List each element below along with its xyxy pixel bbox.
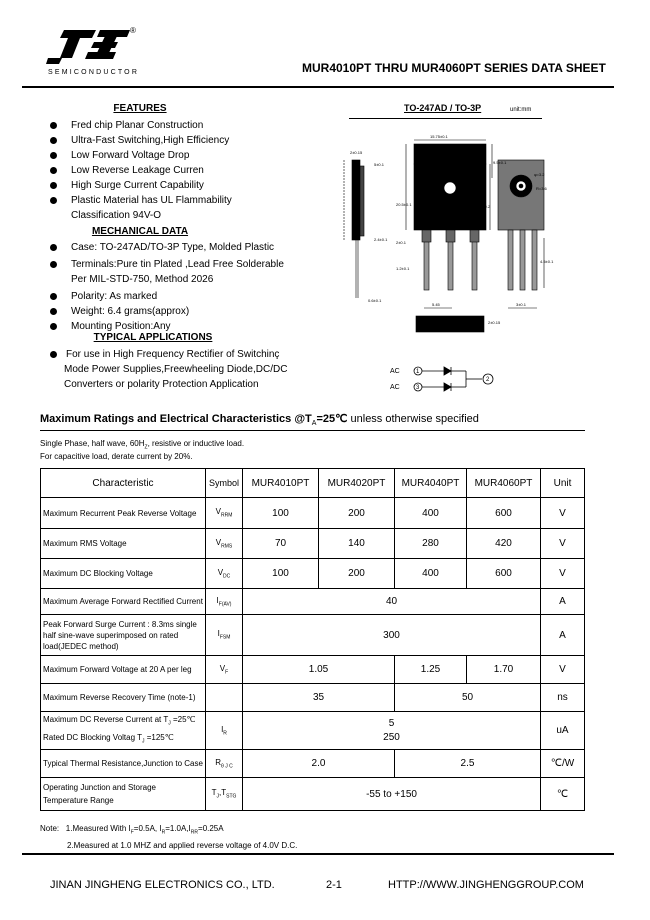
column-header: MUR4010PT <box>243 469 319 498</box>
list-item: For use in High Frequency Rectifier of Switchinç <box>50 347 310 362</box>
table-row <box>41 750 585 778</box>
applications-heading: TYPICAL APPLICATIONS <box>93 332 213 343</box>
dim-label: 3±0.1 <box>516 302 526 307</box>
unit-cell: ℃ <box>541 778 585 811</box>
applications-list <box>50 347 310 392</box>
logo-subtitle: SEMICONDUCTOR <box>48 69 140 76</box>
symbol-cell <box>206 684 243 712</box>
table-row <box>41 656 585 684</box>
dim-label: 1.2±0.1 <box>396 266 410 271</box>
note-line-2: 2.Measured at 1.0 MHZ and applied reverse voltage of 4.0V D.C. <box>67 841 298 850</box>
footer-company: JINAN JINGHENG ELECTRONICS CO., LTD. <box>50 879 275 891</box>
characteristic-cell: Maximum Reverse Recovery Time (note-1) <box>41 684 206 712</box>
value-cell: 140 <box>319 529 395 559</box>
table-row <box>41 684 585 712</box>
bullet-icon <box>50 244 57 251</box>
ratings-title: Maximum Ratings and Electrical Characteristics $@T_A=25℃$ unless otherwise specified <box>40 413 479 428</box>
value-cell: 200 <box>319 559 395 589</box>
bullet-icon <box>50 137 57 144</box>
value-cell: 2.5 <box>395 750 541 778</box>
column-header: MUR4060PT <box>467 469 541 498</box>
symbol-cell: $I_{FSM}$ <box>206 615 243 656</box>
table-row <box>41 498 585 529</box>
unit-cell: V <box>541 529 585 559</box>
bullet-icon <box>50 122 57 129</box>
value-cell: 280 <box>395 529 467 559</box>
value-cell: 1.70 <box>467 656 541 684</box>
symbol-cell: $V_{RMS}$ <box>206 529 243 559</box>
characteristic-cell: Maximum Forward Voltage at 20 A per leg <box>41 656 206 684</box>
ratings-rule <box>40 430 585 431</box>
characteristic-cell: Maximum DC Blocking Voltage <box>41 559 206 589</box>
pin-number: 1 <box>416 369 420 375</box>
symbol-cell: $R_{\theta J C}$ <box>206 750 243 778</box>
value-cell: 40 <box>243 589 541 615</box>
list-item: Low Forward Voltage Drop <box>50 148 310 163</box>
symbol-cell: $I_R$ <box>206 712 243 750</box>
dim-label: 2.4±0.1 <box>374 237 388 242</box>
value-cell: 300 <box>243 615 541 656</box>
dim-label: 5±0.1 <box>374 162 384 167</box>
table-row <box>41 589 585 615</box>
dim-label: φ=3.2 <box>534 172 545 177</box>
document-title: MUR4010PT THRU MUR4060PT SERIES DATA SHEET <box>302 61 606 75</box>
condition-line-2: For capacitive load, derate current by 20%. <box>40 452 193 461</box>
value-cell: 400 <box>395 498 467 529</box>
bullet-icon <box>50 182 57 189</box>
pin-number: 3 <box>416 385 420 391</box>
unit-cell: V <box>541 559 585 589</box>
value-cell: 2.0 <box>243 750 395 778</box>
value-cell: 400 <box>395 559 467 589</box>
characteristic-cell: Operating Junction and Storage Temperature Range <box>41 778 206 811</box>
value-cell: 200 <box>319 498 395 529</box>
characteristic-cell: Maximum Average Forward Rectified Current <box>41 589 206 615</box>
unit-cell: uA <box>541 712 585 750</box>
condition-line-1: Single Phase, half wave, $60H_Z$, resistive or inductive load. <box>40 439 245 451</box>
list-item-continuation: Converters or polarity Protection Application <box>64 379 259 390</box>
symbol-cell: $V_{RRM}$ <box>206 498 243 529</box>
dim-label: 2±0.15 <box>350 150 363 155</box>
bullet-icon <box>50 351 57 358</box>
dim-label: 2±0.1 <box>396 240 406 245</box>
value-cell: 100 <box>243 498 319 529</box>
characteristic-cell: Maximum Recurrent Peak Reverse Voltage <box>41 498 206 529</box>
dim-label: 20.5±0.1 <box>396 202 412 207</box>
list-item: Mounting Position:Any <box>50 319 340 334</box>
note-line-1: Note: 1.Measured With $I_F=0.5A$, $I_R=1.0A,I_{RR}=0.25A$ <box>40 824 224 836</box>
characteristic-cell: Peak Forward Surge Current : 8.3ms single half sine-wave superimposed on rated load(JEDEC method) <box>41 615 206 656</box>
list-item: Weight: 6.4 grams(approx) <box>50 304 340 319</box>
list-item: Case: TO-247AD/TO-3P Type, Molded Plastic <box>50 240 340 255</box>
characteristic-cell: Maximum DC Reverse Current at $T_J$ =25℃ Rated DC Blocking Voltag $T_J$ =125℃ <box>41 712 206 750</box>
list-item: Low Reverse Leakage Curren <box>50 163 310 178</box>
value-cell: 600 <box>467 498 541 529</box>
dim-label: 2±0.15 <box>488 320 501 325</box>
header-rule <box>22 86 614 88</box>
column-header: MUR4020PT <box>319 469 395 498</box>
list-item-continuation: Mode Power Supplies,Freewheeling Diode,DC/DC <box>64 364 288 375</box>
characteristic-cell: Typical Thermal Resistance,Junction to Case <box>41 750 206 778</box>
value-cell: 1.05 <box>243 656 395 684</box>
list-item: Terminals:Pure tin Plated ,Lead Free Solderable Per MIL-STD-750, Method 2026 <box>50 257 340 287</box>
dim-label: 4.5±0.1 <box>540 259 554 264</box>
value-cell: 420 <box>467 529 541 559</box>
value-cell: 1.25 <box>395 656 467 684</box>
footer-url: HTTP://WWW.JINGHENGGROUP.COM <box>388 879 584 891</box>
bullet-icon <box>50 152 57 159</box>
unit-cell: A <box>541 589 585 615</box>
dim-label: 0.6±0.1 <box>368 298 382 303</box>
dim-label: 5.45 <box>432 302 440 307</box>
list-item: Ultra-Fast Switching,High Efficiency <box>50 133 310 148</box>
bullet-icon <box>50 308 57 315</box>
list-item-continuation: Classification 94V-O <box>71 210 162 221</box>
symbol-cell: $V_F$ <box>206 656 243 684</box>
symbol-cell: $T_J,T_{STG}$ <box>206 778 243 811</box>
dim-label: R=3.6 <box>536 186 547 191</box>
mechanical-heading: MECHANICAL DATA <box>91 226 189 237</box>
table-row <box>41 529 585 559</box>
table-row <box>41 712 585 750</box>
column-header: Unit <box>541 469 585 498</box>
pinout-schematic <box>404 362 504 394</box>
value-cell: 35 <box>243 684 395 712</box>
pinout-label-ac1: AC <box>390 368 400 375</box>
bullet-icon <box>50 197 57 204</box>
unit-cell: A <box>541 615 585 656</box>
mechanical-list <box>50 240 340 334</box>
value-cell: 70 <box>243 529 319 559</box>
column-header: MUR4040PT <box>395 469 467 498</box>
package-drawing <box>340 134 554 338</box>
value-cell: 100 <box>243 559 319 589</box>
table-row <box>41 615 585 656</box>
bullet-icon <box>50 261 57 268</box>
value-cell: 600 <box>467 559 541 589</box>
symbol-cell: $I_{F(AV)}$ <box>206 589 243 615</box>
list-item: Plastic Material has UL Flammability <box>50 193 310 208</box>
features-list <box>50 118 310 223</box>
package-underline <box>349 118 542 119</box>
unit-cell: ℃/W <box>541 750 585 778</box>
table-header-row <box>41 469 585 498</box>
footer-rule <box>22 853 614 855</box>
footer-page-number: 2-1 <box>326 879 342 891</box>
list-item: High Surge Current Capability <box>50 178 310 193</box>
value-cell: -55 to +150 <box>243 778 541 811</box>
dim-label: 19±0.2 <box>478 204 491 209</box>
characteristic-cell: Maximum RMS Voltage <box>41 529 206 559</box>
column-header: Characteristic <box>41 469 206 498</box>
table-row <box>41 559 585 589</box>
column-header: Symbol <box>206 469 243 498</box>
unit-cell: V <box>541 656 585 684</box>
features-heading: FEATURES <box>113 103 167 114</box>
package-unit: unit:mm <box>510 107 532 113</box>
package-heading: TO-247AD / TO-3P <box>404 103 482 113</box>
pinout-label-ac3: AC <box>390 384 400 391</box>
pin-number: 2 <box>486 377 490 383</box>
unit-cell: ns <box>541 684 585 712</box>
unit-cell: V <box>541 498 585 529</box>
registered-mark: ® <box>130 26 136 35</box>
bullet-icon <box>50 167 57 174</box>
dim-label: 9.5±0.1 <box>493 160 507 165</box>
list-item: Fred chip Planar Construction <box>50 118 310 133</box>
bullet-icon <box>50 323 57 330</box>
table-row <box>41 778 585 811</box>
list-item: Polarity: As marked <box>50 289 340 304</box>
ratings-table <box>40 468 585 811</box>
company-logo <box>46 28 142 66</box>
symbol-cell: $V_{DC}$ <box>206 559 243 589</box>
value-cell: 5 250 <box>243 712 541 750</box>
bullet-icon <box>50 293 57 300</box>
dim-label: 15.75±0.1 <box>430 134 448 139</box>
value-cell: 50 <box>395 684 541 712</box>
